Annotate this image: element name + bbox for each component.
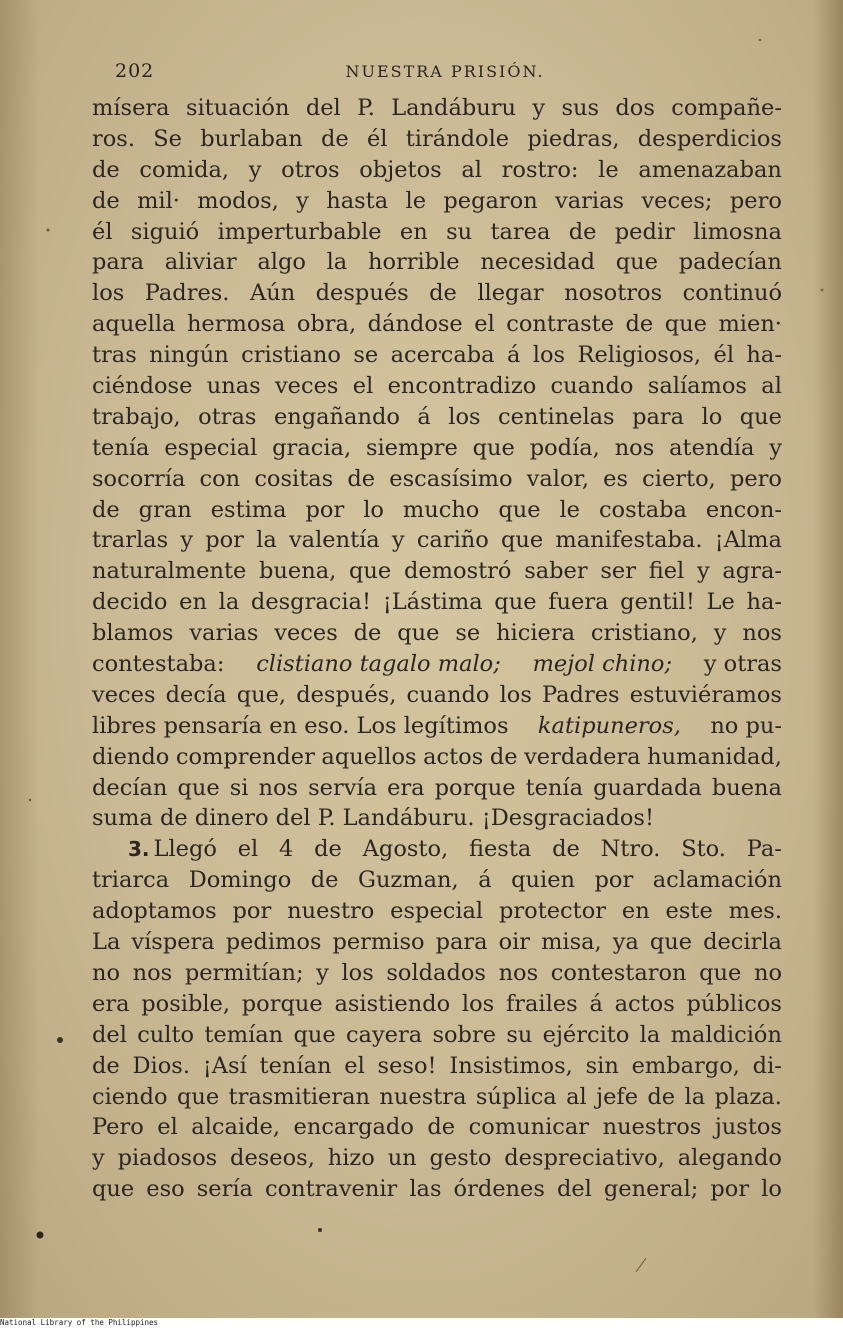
section-start-line	[92, 834, 782, 865]
text-line: La víspera pedimos permiso para oir misa, ya que decirla	[92, 929, 782, 956]
paragraph-lines-3	[92, 742, 782, 804]
text-line: del culto temían que cayera sobre su ejército la maldición	[92, 1021, 782, 1048]
text-line: adoptamos por nuestro especial protector en este mes.	[92, 898, 782, 925]
text-line: diendo comprender aquellos actos de verdadera humanidad,	[92, 743, 782, 770]
text-line: trarlas y por la valentía y cariño que manifestaba. ¡Alma	[92, 527, 782, 554]
text-line: él siguió imperturbable en su tarea de pedir limosna	[92, 218, 782, 245]
text-line-italic: contestaba: clistiano tagalo malo; mejol chino; y otras	[92, 651, 782, 678]
text-line: de mil· modos, y hasta le pegaron varias veces; pero	[92, 187, 782, 214]
text-line: blamos varias veces de que se hiciera cristiano, y nos	[92, 620, 782, 647]
text-line: de comida, y otros objetos al rostro: le amenazaban	[92, 156, 782, 183]
text-line: ciendo que trasmitieran nuestra súplica al jefe de la plaza.	[92, 1083, 782, 1110]
text-line: y piadosos deseos, hizo un gesto despreciativo, alegando	[92, 1145, 782, 1172]
text-line: de gran estima por lo mucho que le costaba encon-	[92, 496, 782, 523]
text-line: socorría con cositas de escasísimo valor, es cierto, pero	[92, 465, 782, 492]
text-line-paragraph-end: suma de dinero del P. Landáburu. ¡Desgraciados!	[92, 805, 654, 832]
text-line: no nos permitían; y los soldados nos contestaron que no	[92, 959, 782, 986]
running-title: NUESTRA PRISIÓN.	[345, 62, 545, 81]
text-line: Pero el alcaide, encargado de comunicar nuestros justos	[92, 1114, 782, 1141]
text-line: tenía especial gracia, siempre que podía, nos atendía y	[92, 434, 782, 461]
text-line: ciéndose unas veces el encontradizo cuando salíamos al	[92, 373, 782, 400]
section-first-line: Llegó el 4 de Agosto, fiesta de Ntro. Sto. Pa-	[153, 836, 782, 863]
text-line: naturalmente buena, que demostró saber ser fiel y agra-	[92, 558, 782, 585]
body-text	[92, 93, 782, 1205]
text-line: mísera situación del P. Landáburu y sus dos compañe-	[92, 95, 782, 121]
library-watermark: National Library of the Philippines	[0, 1318, 159, 1327]
text-line: que eso sería contravenir las órdenes del general; por lo	[92, 1176, 782, 1203]
paragraph-section-3	[92, 865, 782, 1205]
text-line: de Dios. ¡Así tenían el seso! Insistimos, sin embargo, di-	[92, 1052, 782, 1079]
text-line: los Padres. Aún después de llegar nosotros continuó	[92, 280, 782, 307]
text-line: decían que si nos servía era porque tenía guardada buena	[92, 774, 782, 801]
paragraph-lines-2	[92, 680, 782, 711]
text-line: para aliviar algo la horrible necesidad que padecían	[92, 249, 782, 276]
text-line: era posible, porque asistiendo los frailes á actos públicos	[92, 990, 782, 1017]
text-line: triarca Domingo de Guzman, á quien por aclamación	[92, 867, 782, 894]
text-line: trabajo, otras engañando á los centinelas para lo que	[92, 403, 782, 430]
text-line: veces decía que, después, cuando los Padres estuviéramos	[92, 681, 782, 708]
paragraph-continued	[92, 93, 782, 649]
page-header	[115, 60, 775, 90]
text-line: decido en la desgracia! ¡Lástima que fuera gentil! Le ha-	[92, 589, 782, 616]
text-line: ros. Se burlaban de él tirándole piedras, desperdicios	[92, 125, 782, 152]
text-line: tras ningún cristiano se acercaba á los Religiosos, él ha-	[92, 342, 782, 369]
text-line: aquella hermosa obra, dándose el contraste de que mien·	[92, 311, 782, 338]
page-number: 202	[115, 60, 155, 82]
section-number: 3.	[128, 837, 150, 862]
text-line-katipuneros: libres pensaría en eso. Los legítimos katipuneros, no pu-	[92, 712, 782, 739]
